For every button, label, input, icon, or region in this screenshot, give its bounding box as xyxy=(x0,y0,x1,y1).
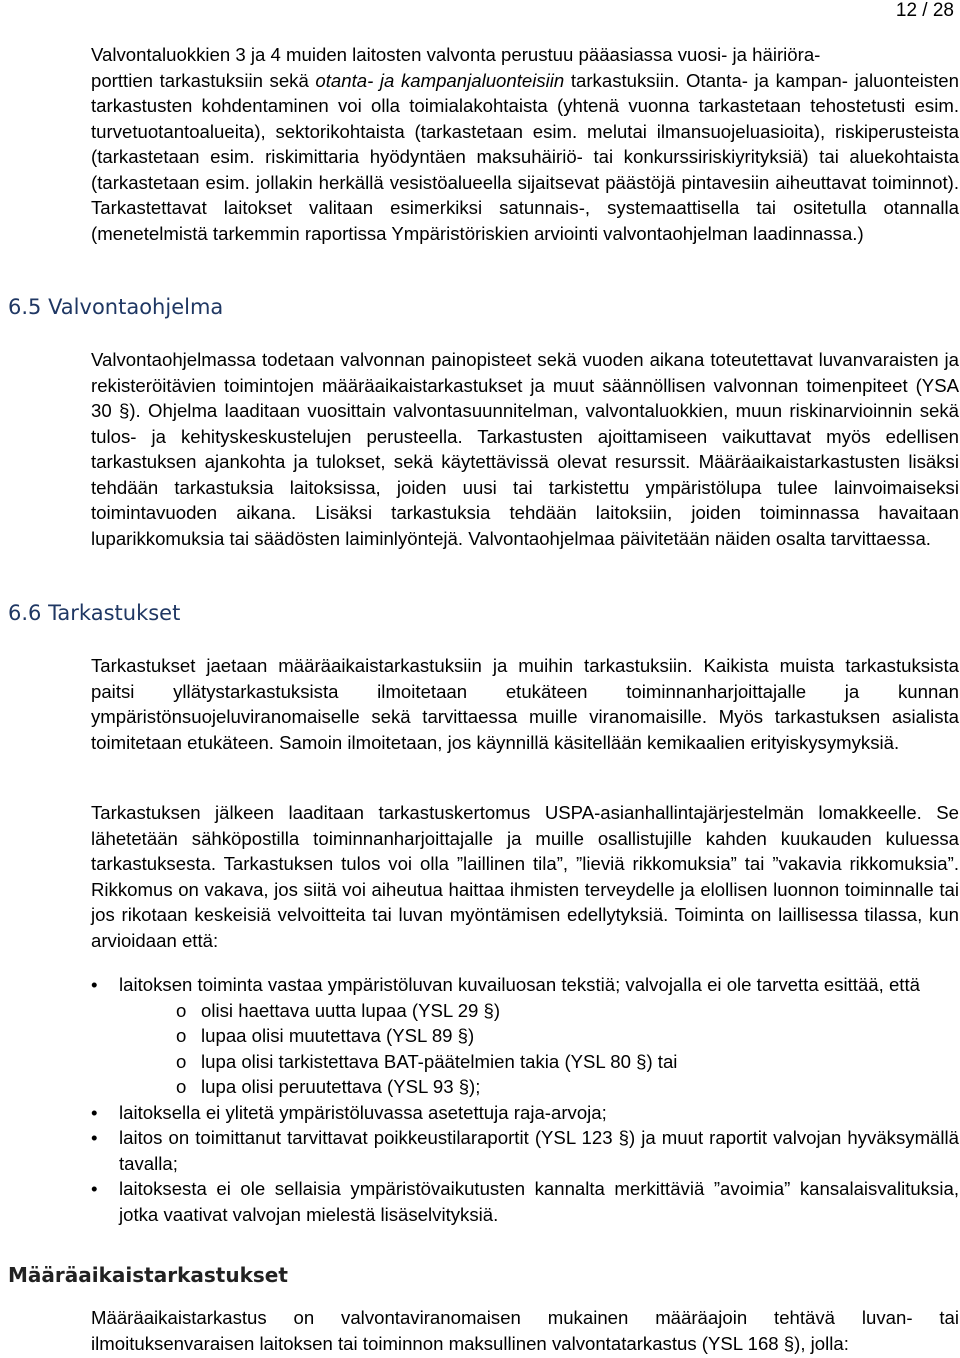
sub-list-item xyxy=(119,998,959,1024)
sub-list-item xyxy=(119,1074,959,1100)
intro-line-1: Valvontaluokkien 3 ja 4 muiden laitosten valvonta perustuu pääasiassa vuosi- ja häiriöra- xyxy=(91,44,821,65)
intro-emphasis: otanta- ja kampanjaluonteisiin xyxy=(315,69,565,91)
bullet-icon: • xyxy=(91,1101,98,1123)
page-number: 12 / 28 xyxy=(895,0,954,21)
tarkastukset-paragraph-2: Tarkastuksen jälkeen laaditaan tarkastuskertomus USPA-asianhallintajärjestelmän lomakkeelle. Se lähetetään sähköpostilla toiminnanharjoittajalle ja muille osallistujille kahden kuukauden kuluessa tarkastuksesta. Tarkastuksen tulos voi olla ”laillinen tila”, ”lieviä rikkomuksia” tai ”vakavia rikkomuksia”. Rikkomus on vakava, jos siitä voi aiheutua haittaa ihmisten terveydelle ja elollisen luonnon toiminnalle tai jos rikotaan keskeisiä velvoitteita tai luvan myöntämisen edellytyksiä. Toiminta on laillisessa tilassa, kun arvioidaan että: xyxy=(91,802,959,951)
heading-6-6: 6.6 Tarkastukset xyxy=(8,601,181,625)
list-item-text: laitoksen toiminta vastaa ympäristöluvan kuvailuosan tekstiä; valvojalla ei ole tarvetta esittää, että xyxy=(119,974,920,995)
intro-line-2-end: tarkastuksiin. Otanta- ja kampan- xyxy=(564,69,848,91)
list-item xyxy=(91,1100,959,1126)
intro-rest: jaluonteisten tarkastusten kohdentaminen voi olla toimialakohtaista (yhtenä vuonna tarkastetaan tehostetusti esim. turvetuotantoalueita), sektorikohtaista (tarkastetaan esim. melutai ilmansuojeluasioita), riskiperusteista (tarkastetaan esim. riskimittaria hyödyntäen maksuhäiriö- tai konkurssiriskiyrityksiä) tai aluekohtaista (tarkastetaan esim. jollakin herkällä vesistöalueella sijaitsevat päästöjä pintavesiin aiheuttavat toiminnot). Tarkastettavat laitokset valitaan esimerkiksi satunnais-, systemaattisella tai ositetulla otannalla (menetelmistä tarkemmin raportissa Ympäristöriskien arviointi valvontaohjelman laadinnassa.) xyxy=(91,69,959,244)
circle-bullet-icon: o xyxy=(176,999,187,1021)
list-item-text: laitoksesta ei ole sellaisia ympäristövaikutusten kannalta merkittäviä ”avoimia” kansalaisvalituksia, jotka vaativat valvojan mielestä lisäselvityksiä. xyxy=(119,1178,959,1225)
circle-bullet-icon: o xyxy=(176,1076,187,1097)
sub-list-item-text: lupa olisi peruutettava (YSL 93 §); xyxy=(201,1076,481,1097)
sub-list-item xyxy=(119,1023,959,1049)
sub-list-item-text: lupa olisi tarkistettava BAT-päätelmien takia (YSL 80 §) tai xyxy=(201,1050,678,1072)
sub-list-item xyxy=(119,1049,959,1075)
list-item-text: laitoksella ei ylitetä ympäristöluvassa asetettuja raja-arvoja; xyxy=(119,1101,607,1123)
bullet-icon: • xyxy=(91,1127,98,1148)
valvontaohjelma-paragraph: Valvontaohjelmassa todetaan valvonnan painopisteet sekä vuoden aikana toteutettavat luvanvaraisten ja rekisteröitävien toimintojen määräaikaistarkastukset ja muut säännöllisen valvonnan toimenpiteet (YSA 30 §). Ohjelma laaditaan vuosittain valvontasuunnitelman, valvontaluokkien, muun riskinarvioinnin sekä tulos- ja kehityskeskustelujen perusteella. Tarkastusten ajoittamiseen vaikuttavat myös edellisen tarkastuksen ajankohta ja tulokset, sekä käytettävissä olevat resurssit. Määräaikaistarkastusten lisäksi tehdään tarkastuksia laitoksissa, joiden uusi tai tarkistettu ympäristölupa tulee lainvoimaiseksi toimintavuoden aikana. Lisäksi tarkastuksia tehdään laitoksiin, joiden toiminnassa havaitaan luparikkomuksia tai säädösten laiminlyöntejä. Valvontaohjelmaa päivitetään näiden osalta tarvittaessa. xyxy=(91,349,959,549)
list-item xyxy=(91,1125,959,1176)
sub-list-item-text: olisi haettava uutta lupaa (YSL 29 §) xyxy=(201,999,501,1021)
heading-6-5: 6.5 Valvontaohjelma xyxy=(8,295,224,319)
heading-maaraaikaistarkastukset: Määräaikaistarkastukset xyxy=(8,1263,288,1287)
sub-list xyxy=(119,998,959,1100)
circle-bullet-icon: o xyxy=(176,1050,187,1072)
intro-paragraph xyxy=(91,42,959,246)
list-item-text: laitos on toimittanut tarvittavat poikkeustilaraportit (YSL 123 §) ja muut raportit valvojan hyväksymällä tavalla; xyxy=(119,1127,959,1174)
circle-bullet-icon: o xyxy=(176,1025,187,1046)
conditions-list xyxy=(91,972,959,1227)
intro-line-2-start: porttien tarkastuksiin sekä xyxy=(91,69,316,91)
bullet-icon: • xyxy=(91,1178,98,1199)
sub-list-item-text: lupaa olisi muutettava (YSL 89 §) xyxy=(201,1025,475,1046)
bullet-icon: • xyxy=(91,974,98,995)
list-item xyxy=(91,972,959,1100)
tarkastukset-paragraph-1: Tarkastukset jaetaan määräaikaistarkastuksiin ja muihin tarkastuksiin. Kaikista muista tarkastuksista paitsi yllätystarkastuksista ilmoitetaan etukäteen toiminnanharjoittajalle ja kunnan ympäristönsuojeluviranomaiselle sekä tarvittaessa muille viranomaisille. Myös tarkastuksen asialista toimitetaan etukäteen. Samoin ilmoitetaan, jos käynnillä käsitellään kemikaalien erityiskysymyksiä. xyxy=(91,655,959,753)
maaraaikaistarkastus-paragraph: Määräaikaistarkastus on valvontaviranomaisen mukainen määräajoin tehtävä luvan- tai ilmoituksenvaraisen laitoksen tai toiminnon maksullinen valvontatarkastus (YSL 168 §), jolla: xyxy=(91,1307,959,1354)
list-item xyxy=(91,1176,959,1227)
